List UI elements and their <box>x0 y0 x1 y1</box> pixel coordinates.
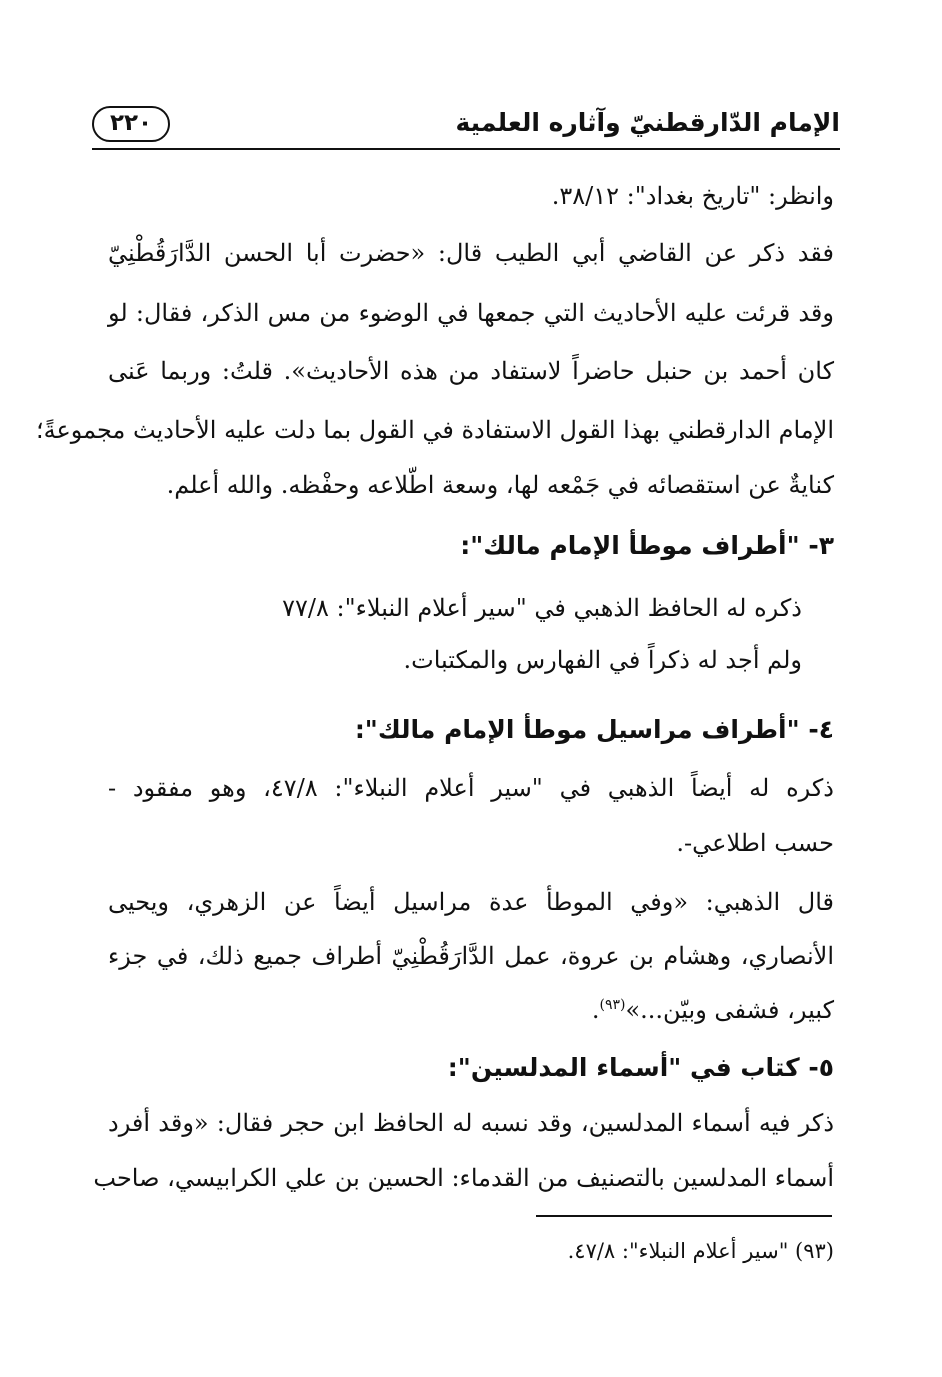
running-header <box>92 100 840 152</box>
body-line-15: أسماء المدلسين بالتصنيف من القدماء: الحسين بن علي الكرابيسي، صاحب <box>93 1164 834 1192</box>
body-line-11: قال الذهبي: «وفي الموطأ عدة مراسيل أيضاً عن الزهري، ويحيى <box>108 888 834 916</box>
footnote-divider <box>536 1215 832 1217</box>
body-line-13 <box>592 992 834 1028</box>
body-line-8: ولم أجد له ذكراً في الفهارس والمكتبات. <box>403 646 802 674</box>
body-line-6: كنايةٌ عن استقصائه في جَمْعه لها، وسعة اطّلاعه وحفْظه. والله أعلم. <box>166 471 834 499</box>
footnote-93: (٩٣) "سير أعلام النبلاء": ٤٧/٨. <box>567 1239 834 1263</box>
body-line-5: الإمام الدارقطني بهذا القول الاستفادة في القول بما دلت عليه الأحاديث مجموعةً؛ <box>35 416 834 444</box>
section-heading-4: ٤- "أطراف مراسيل موطأ الإمام مالك": <box>354 715 834 744</box>
body-line-3: وقد قرئت عليه الأحاديث التي جمعها في الوضوء من مس الذكر، فقال: لو <box>108 299 834 327</box>
section-heading-5: ٥- كتاب في "أسماء المدلسين": <box>447 1053 834 1082</box>
page-number: ٢٢٠ <box>92 106 170 142</box>
body-line-1: وانظر: "تاريخ بغداد": ٣٨/١٢. <box>551 182 834 210</box>
body-line-7: ذكره له الحافظ الذهبي في "سير أعلام النبلاء": ٧٧/٨ <box>282 594 802 622</box>
book-title: الإمام الدّارقطنيّ وآثاره العلمية <box>455 108 840 137</box>
body-line-4: كان أحمد بن حنبل حاضراً لاستفاد من هذه الأحاديث». قلتُ: وربما عَنى <box>108 357 834 385</box>
section-heading-3: ٣- "أطراف موطأ الإمام مالك": <box>460 531 834 560</box>
header-divider <box>92 148 840 150</box>
body-line-9: ذكره له أيضاً الذهبي في "سير أعلام النبلاء": ٤٧/٨، وهو مفقود - <box>108 774 834 802</box>
quote-text: كبير، فشفى وبيّن...» <box>625 996 834 1024</box>
body-line-14: ذكر فيه أسماء المدلسين، وقد نسبه له الحافظ ابن حجر فقال: «وقد أفرد <box>108 1109 834 1137</box>
body-line-10: حسب اطلاعي-. <box>676 829 834 857</box>
sentence-end: . <box>591 996 600 1024</box>
footnote-reference: (٩٣) <box>599 997 626 1013</box>
body-line-12: الأنصاري، وهشام بن عروة، عمل الدَّارَقُطْنِيّ أطراف جميع ذلك، في جزء <box>108 942 834 970</box>
body-line-2: فقد ذكر عن القاضي أبي الطيب قال: «حضرت أبا الحسن الدَّارَقُطْنِيّ <box>108 239 834 267</box>
